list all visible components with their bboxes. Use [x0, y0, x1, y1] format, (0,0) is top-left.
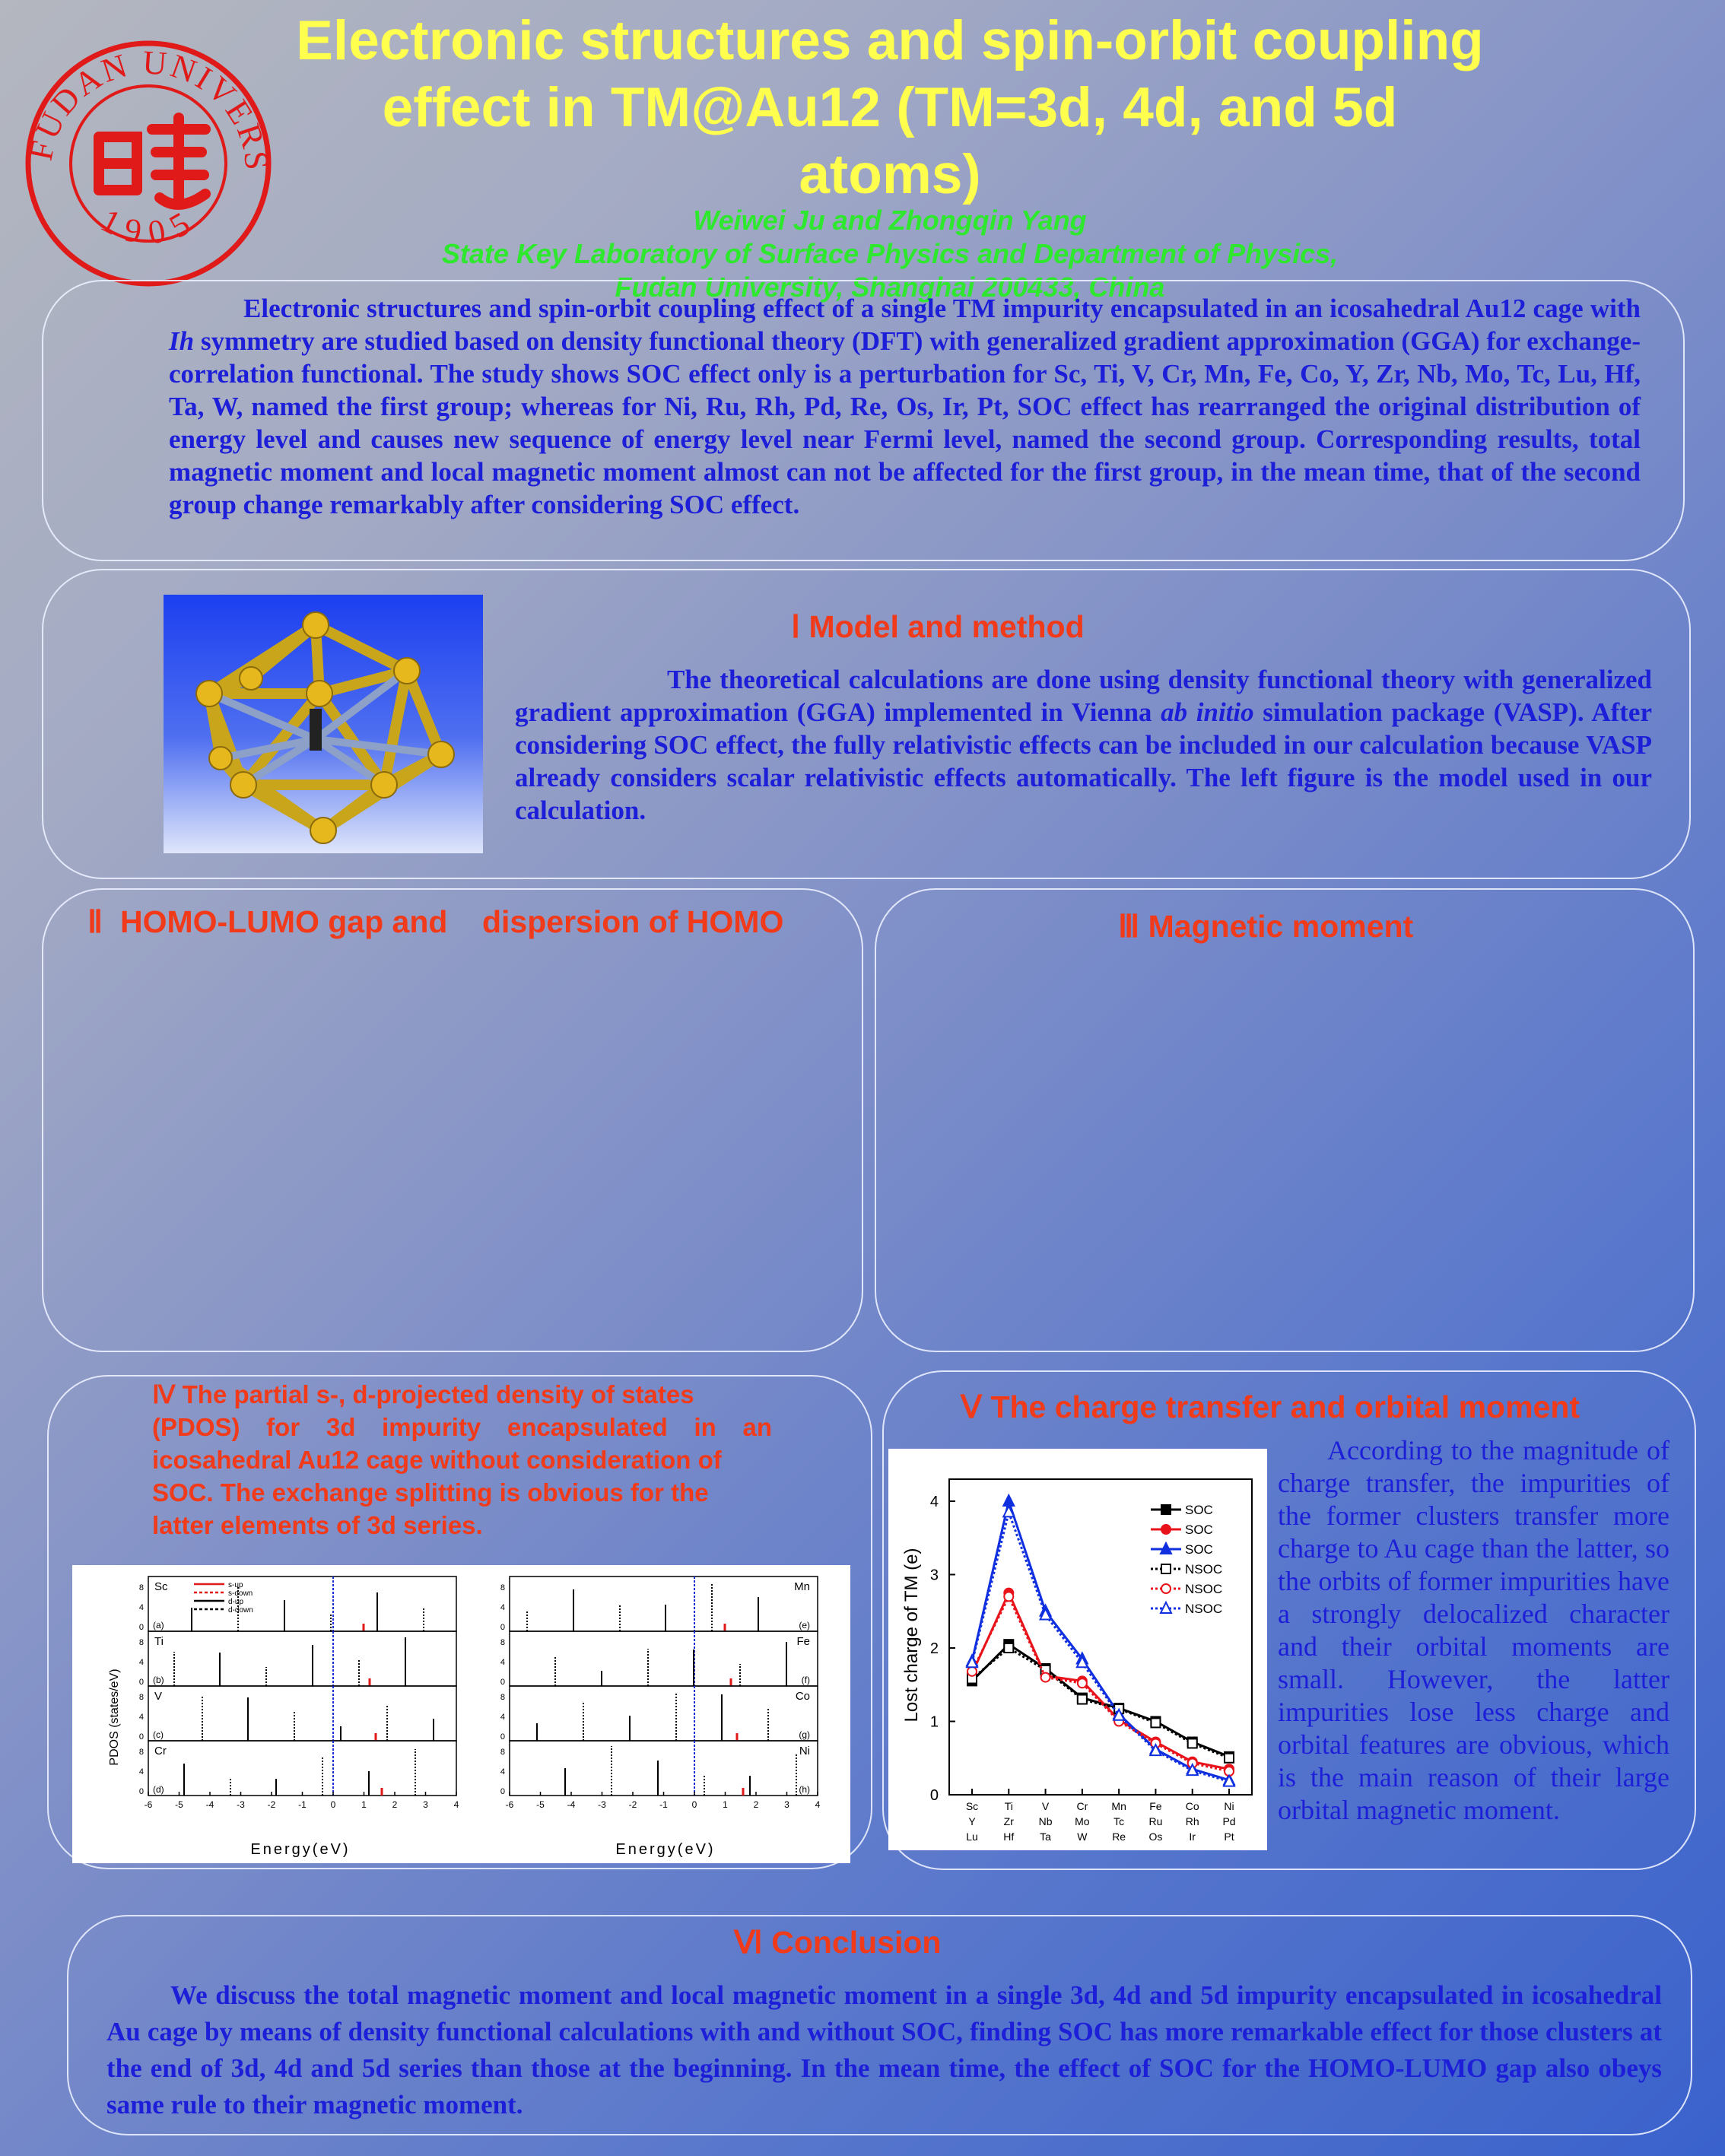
- y-tick-label: 3: [929, 1567, 939, 1584]
- pdos-ytick: 8: [138, 1693, 144, 1702]
- pdos-xtick-label: -1: [659, 1799, 668, 1810]
- y-tick-label: 0: [929, 1787, 939, 1804]
- y-tick-label: 4: [929, 1493, 939, 1510]
- section3-heading: Ⅲ Magnetic moment: [1118, 909, 1414, 944]
- pdos-element-label: V: [154, 1690, 163, 1703]
- pdos-ytick: 8: [500, 1693, 505, 1702]
- pdos-xtick-label: -4: [205, 1799, 214, 1810]
- pdos-legend-label: d-up: [228, 1598, 244, 1606]
- x-tick-label: Re: [1112, 1831, 1126, 1843]
- pdos-ytick: 4: [138, 1767, 144, 1777]
- data-point: [967, 1667, 977, 1676]
- legend-marker: [1161, 1564, 1171, 1573]
- pdos-tag: (d): [153, 1784, 164, 1795]
- pdos-subpanel: [148, 1741, 456, 1796]
- pdos-element-label: Ni: [799, 1745, 810, 1758]
- pdos-xtick-label: 1: [723, 1799, 728, 1810]
- pdos-ytick: 4: [138, 1603, 144, 1612]
- title-line-1: Electronic structures and spin-orbit coupling: [296, 10, 1484, 71]
- pdos-figure: [72, 1565, 850, 1863]
- logo-arc-text: FUDAN UNIVERS: [23, 43, 274, 174]
- x-tick-label: Ni: [1224, 1800, 1234, 1812]
- pdos-element-label: Ti: [154, 1635, 164, 1648]
- pdos-element-label: Co: [795, 1690, 810, 1703]
- pdos-subpanel: [510, 1577, 818, 1631]
- pdos-ytick: 0: [138, 1623, 144, 1632]
- x-tick-label: Ir: [1189, 1831, 1196, 1843]
- cluster-model-figure: [164, 595, 483, 853]
- pdos-xlabel-right: Energy(eV): [615, 1841, 716, 1858]
- charge-svg: [888, 1449, 1267, 1850]
- pdos-ytick: 8: [500, 1638, 505, 1647]
- section2-panel: [42, 888, 863, 1352]
- pdos-xtick-label: -6: [505, 1799, 514, 1810]
- pdos-ytick: 0: [500, 1623, 505, 1632]
- pdos-element-label: Fe: [796, 1635, 810, 1648]
- pdos-xtick-label: -6: [144, 1799, 153, 1810]
- pdos-xtick-label: 2: [392, 1799, 398, 1810]
- x-tick-label: Os: [1148, 1831, 1163, 1843]
- pdos-element-label: Sc: [154, 1580, 168, 1593]
- pdos-xtick-label: 0: [330, 1799, 336, 1810]
- pdos-xtick-label: -4: [567, 1799, 576, 1810]
- data-point: [1078, 1678, 1087, 1688]
- x-tick-label: Y: [968, 1815, 976, 1827]
- pdos-element-label: Cr: [154, 1745, 167, 1758]
- pdos-ytick: 0: [500, 1787, 505, 1796]
- y-tick-label: 2: [929, 1640, 939, 1657]
- pdos-xtick-label: 4: [453, 1799, 459, 1810]
- legend-label: NSOC: [1185, 1582, 1223, 1596]
- x-tick-label: Cr: [1076, 1800, 1088, 1812]
- pdos-svg: [72, 1565, 850, 1863]
- data-point: [1004, 1592, 1013, 1601]
- section1-heading: Ⅰ Model and method: [791, 609, 1085, 644]
- x-tick-label: Sc: [965, 1800, 979, 1812]
- section4-line-1: Ⅳ The partial s-, d-projected density of states: [152, 1380, 694, 1408]
- x-tick-label: Mo: [1075, 1815, 1090, 1827]
- pdos-ytick: 0: [138, 1787, 144, 1796]
- x-tick-label: Nb: [1038, 1815, 1053, 1827]
- section4-heading: [152, 1378, 772, 1542]
- chart-ylabel: Lost charge of TM (e): [901, 1548, 922, 1723]
- affiliation-line-2: Fudan University, Shanghai 200433, China: [615, 271, 1165, 303]
- y-tick-label: 1: [929, 1713, 939, 1731]
- legend-label: SOC: [1185, 1523, 1213, 1537]
- pdos-tag: (e): [799, 1620, 810, 1630]
- pdos-ytick: 4: [500, 1713, 505, 1722]
- pdos-tag: (c): [153, 1729, 164, 1740]
- affiliation-line-1: State Key Laboratory of Surface Physics and Department of Physics,: [441, 238, 1339, 269]
- x-tick-label: Mn: [1111, 1800, 1126, 1812]
- pdos-ylabel: PDOS (states/eV): [108, 1669, 121, 1766]
- legend-label: SOC: [1185, 1503, 1213, 1517]
- x-tick-label: Co: [1185, 1800, 1199, 1812]
- x-tick-label: W: [1077, 1831, 1088, 1843]
- legend-marker: [1161, 1525, 1171, 1534]
- pdos-element-label: Mn: [794, 1580, 810, 1593]
- pdos-xtick-label: -5: [536, 1799, 545, 1810]
- legend-marker: [1161, 1505, 1171, 1514]
- title-line-3: atoms): [799, 144, 981, 205]
- charge-chart: [888, 1449, 1267, 1850]
- pdos-tag: (a): [153, 1620, 164, 1630]
- pdos-legend-label: d-down: [228, 1606, 253, 1615]
- x-tick-label: Ru: [1148, 1815, 1163, 1827]
- pdos-xtick-label: -1: [298, 1799, 307, 1810]
- x-tick-label: Rh: [1185, 1815, 1199, 1827]
- legend-label: NSOC: [1185, 1602, 1223, 1616]
- pdos-xtick-label: 4: [815, 1799, 821, 1810]
- data-point: [1078, 1695, 1087, 1704]
- x-tick-label: V: [1041, 1800, 1050, 1812]
- x-tick-label: Ti: [1004, 1800, 1013, 1812]
- pdos-xtick-label: 0: [691, 1799, 697, 1810]
- x-tick-label: Fe: [1149, 1800, 1162, 1812]
- pdos-tag: (f): [801, 1675, 810, 1685]
- section4-line-3: icosahedral Au12 cage without consideration of: [152, 1446, 722, 1474]
- pdos-ytick: 0: [500, 1678, 505, 1687]
- pdos-ytick: 8: [138, 1638, 144, 1647]
- data-point: [1003, 1495, 1014, 1506]
- legend-label: NSOC: [1185, 1562, 1223, 1577]
- pdos-subpanel: [148, 1686, 456, 1741]
- section4-line-5: latter elements of 3d series.: [152, 1511, 483, 1539]
- pdos-ytick: 8: [138, 1583, 144, 1592]
- x-tick-label: Ta: [1040, 1831, 1051, 1843]
- authors: Weiwei Ju and Zhongqin Yang: [693, 205, 1087, 236]
- x-tick-label: Lu: [966, 1831, 978, 1843]
- pdos-xtick-label: -5: [175, 1799, 183, 1810]
- pdos-tag: (b): [153, 1675, 164, 1685]
- data-point: [1225, 1754, 1234, 1763]
- abstract-text: Electronic structures and spin-orbit coupling effect of a single TM impurity encapsulated in an icosahedral Au12 cage with Ih symmetry are studied based on density functional theory (DFT) with generalized gradient approximation (GGA) for exchange-correlation functional. The study shows SOC effect only is a perturbation for Sc, Ti, V, Cr, Mn, Fe, Co, Y, Zr, Nb, Mo, Tc, Lu, Hf, Ta, W, named the first group; whereas for Ni, Ru, Rh, Pd, Re, Os, Ir, Pt, SOC effect has rearranged the original distribution of energy level and causes new sequence of energy level near Fermi level, named the second group. Corresponding results, total magnetic moment and local magnetic moment almost can not be affected for the first group, in the mean time, that of the second group change remarkably after considering SOC effect.: [169, 294, 1641, 519]
- university-seal-logo: [23, 38, 274, 289]
- pdos-ytick: 4: [500, 1658, 505, 1667]
- pdos-ytick: 8: [138, 1748, 144, 1757]
- pdos-tag: (g): [799, 1729, 810, 1740]
- pdos-tag: (h): [799, 1784, 810, 1795]
- pdos-legend-label: s-up: [228, 1581, 243, 1589]
- ab-initio-italic: ab initio: [1161, 697, 1254, 727]
- x-tick-label: Hf: [1003, 1831, 1015, 1843]
- data-point: [1151, 1718, 1160, 1727]
- x-tick-label: Tc: [1113, 1815, 1125, 1827]
- pdos-ytick: 0: [500, 1732, 505, 1742]
- pdos-subpanel: [510, 1686, 818, 1741]
- pdos-ytick: 8: [500, 1748, 505, 1757]
- pdos-subpanel: [148, 1631, 456, 1686]
- pdos-xtick-label: 3: [423, 1799, 428, 1810]
- pdos-xtick-label: -3: [237, 1799, 245, 1810]
- pdos-ytick: 4: [500, 1603, 505, 1612]
- section4-line-2: (PDOS) for 3d impurity encapsulated in an: [152, 1413, 772, 1441]
- pdos-ytick: 8: [500, 1583, 505, 1592]
- pdos-legend-label: s-down: [228, 1589, 253, 1598]
- title-line-2: effect in TM@Au12 (TM=3d, 4d, and 5d: [382, 77, 1398, 138]
- section6-heading: Ⅵ Conclusion: [734, 1925, 942, 1960]
- pdos-ytick: 4: [138, 1658, 144, 1667]
- pdos-ytick: 0: [138, 1732, 144, 1742]
- x-tick-label: Pd: [1222, 1815, 1236, 1827]
- pdos-ytick: 4: [138, 1713, 144, 1722]
- pdos-xtick-label: 1: [361, 1799, 367, 1810]
- pdos-ytick: 0: [138, 1678, 144, 1687]
- section3-panel: [875, 888, 1695, 1352]
- legend-label: SOC: [1185, 1542, 1213, 1557]
- section5-heading: Ⅴ The charge transfer and orbital moment: [961, 1389, 1580, 1424]
- pdos-xtick-label: -2: [267, 1799, 276, 1810]
- pdos-xtick-label: -2: [628, 1799, 637, 1810]
- poster-title: [251, 8, 1529, 208]
- x-tick-label: Pt: [1224, 1831, 1234, 1843]
- section2-heading: Ⅱ HOMO-LUMO gap and dispersion of HOMO: [87, 904, 784, 939]
- data-point: [1041, 1673, 1050, 1682]
- pdos-xtick-label: 2: [753, 1799, 759, 1810]
- section5-text: According to the magnitude of charge transfer, the impurities of the former clusters transfer more charge to Au cage than the latter, so the orbits of former impurities have a strongly delocalized character and their orbital moments are small. However, the latter impurities lose less charge and orbital features are obvious, which is the main reason of their large orbital magnetic moment.: [1278, 1435, 1669, 1825]
- pdos-xlabel-left: Energy(eV): [250, 1841, 351, 1858]
- section1-text: The theoretical calculations are done using density functional theory with generalized gradient approximation (GGA) implemented in Vienna ab initio simulation package (VASP). After considering SOC effect, the fully relativistic effects can be included in our calculation because VASP already considers scalar relativistic effects automatically. The left figure is the model used in our calculation.: [515, 665, 1652, 825]
- pdos-xtick-label: -3: [598, 1799, 606, 1810]
- pdos-ytick: 4: [500, 1767, 505, 1777]
- x-tick-label: Zr: [1003, 1815, 1014, 1827]
- legend-marker: [1161, 1584, 1171, 1593]
- logo-year: 1905: [94, 199, 206, 252]
- pdos-xtick-label: 3: [784, 1799, 789, 1810]
- pdos-subpanel: [510, 1741, 818, 1796]
- section6-text: We discuss the total magnetic moment and local magnetic moment in a single 3d, 4d and 5d impurity encapsulated in icosahedral Au cage by means of density functional calculations with and without SOC, finding SOC has more remarkable effect for those clusters at the end of 3d, 4d and 5d series than those at the beginning. In the mean time, the effect of SOC for the HOMO-LUMO gap also obeys same rule to their magnetic moment.: [106, 1980, 1662, 2119]
- section4-line-4: SOC. The exchange splitting is obvious for the: [152, 1478, 709, 1507]
- abstract-italic: Ih: [169, 326, 195, 356]
- data-point: [1188, 1738, 1197, 1748]
- data-point: [1004, 1643, 1013, 1653]
- svg-text:FUDAN UNIVERSITY: [23, 38, 274, 173]
